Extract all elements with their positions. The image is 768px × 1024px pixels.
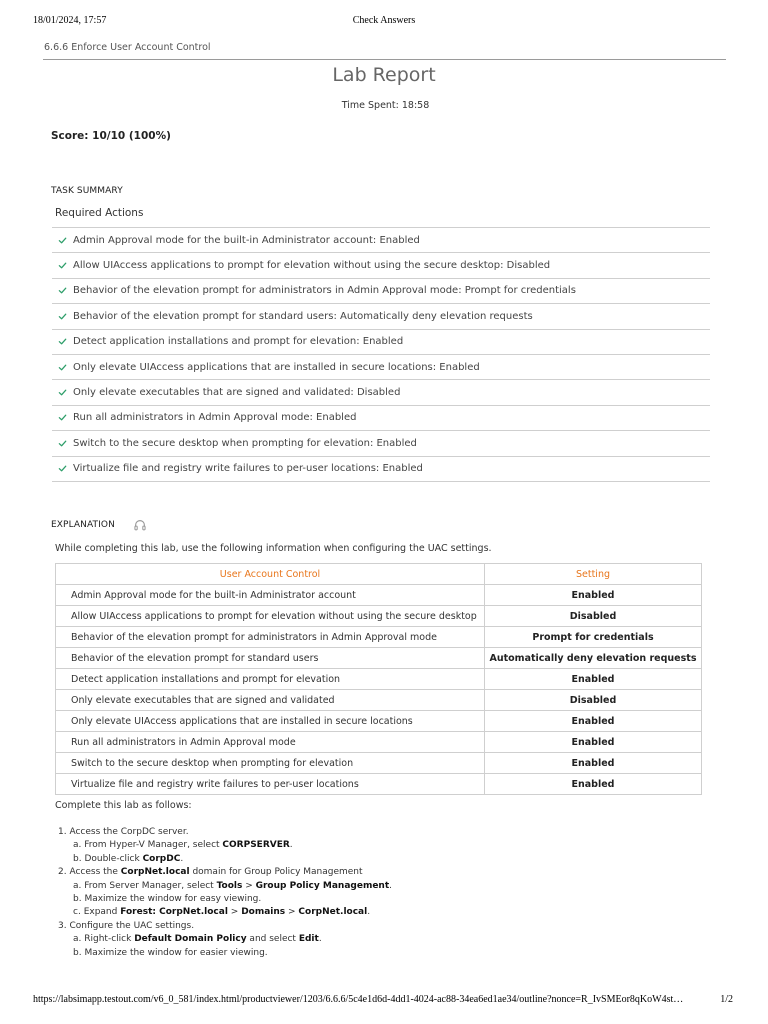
time-spent-label: Time Spent: [341, 100, 399, 111]
uac-setting-cell: Disabled [485, 690, 702, 711]
required-action-item [52, 304, 710, 329]
check-icon [58, 261, 67, 270]
required-action-item [52, 355, 710, 380]
sub-step-item [58, 853, 392, 866]
sub-step-text: and select [246, 934, 299, 945]
score: Score: 10/10 (100%) [51, 130, 171, 142]
required-action-text: Admin Approval mode for the built-in Administrator account: Enabled [73, 234, 420, 246]
page-title: Lab Report [332, 64, 436, 86]
table-row [56, 585, 702, 606]
required-action-item [52, 380, 710, 405]
step-text: domain for Group Policy Management [189, 867, 363, 878]
step-text: Access the CorpDC server. [69, 827, 189, 837]
uac-control-cell: Virtualize file and registry write failures to per-user locations [56, 774, 485, 795]
sub-step-letter: a. [73, 934, 82, 945]
uac-control-cell: Behavior of the elevation prompt for standard users [56, 648, 485, 669]
required-actions-list [52, 227, 710, 482]
table-row [56, 648, 702, 669]
uac-setting-cell: Disabled [485, 606, 702, 627]
uac-settings-table [55, 563, 702, 795]
sub-step-letter: a. [73, 880, 82, 891]
uac-setting-cell: Enabled [485, 711, 702, 732]
sub-step-item [58, 906, 392, 919]
required-action-item [52, 406, 710, 431]
explanation-intro: While completing this lab, use the following information when configuring the UAC settings. [55, 543, 492, 554]
step-item [58, 866, 392, 879]
uac-setting-cell: Enabled [485, 585, 702, 606]
sub-step-text: . [180, 853, 184, 864]
required-action-item [52, 431, 710, 456]
sub-step-text: . [389, 880, 393, 891]
sub-step-text: From Hyper-V Manager, select [84, 840, 223, 851]
uac-setting-cell: Enabled [485, 669, 702, 690]
uac-control-cell: Run all administrators in Admin Approval mode [56, 732, 485, 753]
header-divider [43, 59, 726, 60]
sub-step-text: > [242, 880, 256, 891]
uac-setting-cell: Automatically deny elevation requests [485, 648, 702, 669]
table-row [56, 732, 702, 753]
sub-step-letter: b. [73, 853, 82, 864]
step-item [58, 920, 392, 933]
page-number: 1/2 [720, 994, 733, 1005]
step-number: 1. [58, 827, 67, 837]
print-date: 18/01/2024, 17:57 [33, 15, 107, 26]
uac-table-body [56, 585, 702, 795]
step-item [58, 826, 392, 839]
sub-step-item [58, 933, 392, 946]
sub-step-item [58, 947, 392, 960]
table-row [56, 627, 702, 648]
required-action-text: Only elevate executables that are signed and validated: Disabled [73, 387, 401, 399]
sub-step-bold-text: CORPSERVER [222, 840, 290, 851]
sub-step-text: Expand [83, 907, 121, 918]
uac-setting-cell: Enabled [485, 774, 702, 795]
time-spent-value: 18:58 [401, 100, 430, 111]
sub-step-text: . [289, 840, 293, 851]
steps-list [58, 826, 392, 960]
column-header-control: User Account Control [56, 564, 485, 585]
required-action-text: Only elevate UIAccess applications that are installed in secure locations: Enabled [73, 361, 480, 373]
table-row [56, 669, 702, 690]
sub-step-letter: b. [73, 894, 82, 905]
required-action-text: Switch to the secure desktop when prompting for elevation: Enabled [73, 437, 417, 449]
print-url: https://labsimapp.testout.com/v6_0_581/index.html/productviewer/1203/6.6.6/5c4e1d6d-4dd1-4024-ac88-34ea6ed1ae34/outline?nonce=R_IvSMEor8qKoW4st… [33, 994, 684, 1005]
explanation-heading [51, 518, 147, 532]
check-icon [58, 337, 67, 346]
sub-step-letter: b. [73, 947, 82, 958]
check-icon [58, 388, 67, 397]
required-action-text: Virtualize file and registry write failures to per-user locations: Enabled [73, 463, 423, 475]
print-footer [33, 994, 735, 1008]
headphones-icon[interactable] [133, 518, 147, 532]
required-action-item [52, 330, 710, 355]
sub-step-text: Right-click [84, 934, 135, 945]
table-row [56, 606, 702, 627]
sub-step-item [58, 839, 392, 852]
explanation-heading-text: EXPLANATION [51, 520, 115, 530]
uac-control-cell: Switch to the secure desktop when prompting for elevation [56, 753, 485, 774]
time-spent [0, 100, 768, 111]
required-action-item [52, 279, 710, 304]
uac-control-cell: Detect application installations and prompt for elevation [56, 669, 485, 690]
sub-step-letter: c. [73, 907, 81, 918]
print-title: Check Answers [352, 15, 416, 26]
sub-step-text: . [318, 934, 322, 945]
step-text: Configure the UAC settings. [69, 920, 195, 931]
sub-step-bold-text: Domains [241, 907, 286, 918]
step-number: 2. [58, 867, 67, 878]
check-icon [58, 439, 67, 448]
check-icon [58, 286, 67, 295]
uac-control-cell: Allow UIAccess applications to prompt for elevation without using the secure desktop [56, 606, 485, 627]
uac-setting-cell: Prompt for credentials [485, 627, 702, 648]
sub-step-item [58, 893, 392, 906]
sub-step-text: . [367, 907, 371, 918]
sub-step-bold-text: Tools [216, 880, 243, 891]
required-action-text: Behavior of the elevation prompt for standard users: Automatically deny elevation requests [73, 310, 533, 322]
sub-step-text: Double-click [84, 853, 143, 864]
uac-setting-cell: Enabled [485, 732, 702, 753]
table-header-row [56, 564, 702, 585]
sub-step-bold-text: CorpDC [142, 853, 181, 864]
step-number: 3. [58, 920, 67, 931]
required-action-item [52, 253, 710, 278]
sub-step-text: > [227, 907, 242, 918]
uac-control-cell: Only elevate executables that are signed and validated [56, 690, 485, 711]
uac-control-cell: Behavior of the elevation prompt for administrators in Admin Approval mode [56, 627, 485, 648]
sub-step-bold-text: Default Domain Policy [134, 934, 247, 945]
check-icon [58, 312, 67, 321]
table-row [56, 753, 702, 774]
sub-step-bold-text: Edit [298, 934, 319, 945]
check-icon [58, 413, 67, 422]
steps-intro: Complete this lab as follows: [55, 800, 192, 811]
uac-control-cell: Only elevate UIAccess applications that are installed in secure locations [56, 711, 485, 732]
check-icon [58, 236, 67, 245]
table-row [56, 690, 702, 711]
breadcrumb: 6.6.6 Enforce User Account Control [44, 42, 211, 53]
check-icon [58, 464, 67, 473]
task-summary-heading: TASK SUMMARY [51, 186, 123, 196]
sub-step-text: Maximize the window for easy viewing. [84, 894, 262, 905]
print-header [0, 15, 768, 31]
sub-step-bold-text: Group Policy Management [255, 880, 390, 891]
sub-step-text: From Server Manager, select [84, 880, 217, 891]
uac-control-cell: Admin Approval mode for the built-in Administrator account [56, 585, 485, 606]
table-row [56, 711, 702, 732]
required-action-text: Behavior of the elevation prompt for administrators in Admin Approval mode: Prompt for credentials [73, 285, 576, 297]
required-action-text: Run all administrators in Admin Approval mode: Enabled [73, 412, 357, 424]
column-header-setting: Setting [485, 564, 702, 585]
sub-step-item [58, 880, 392, 893]
sub-step-text: Maximize the window for easier viewing. [84, 947, 268, 958]
sub-step-text: > [285, 907, 299, 918]
step-text: Access the [69, 867, 121, 878]
uac-setting-cell: Enabled [485, 753, 702, 774]
required-action-item [52, 228, 710, 253]
required-action-text: Detect application installations and prompt for elevation: Enabled [73, 336, 404, 348]
sub-step-bold-text: CorpNet.local [298, 907, 368, 918]
table-row [56, 774, 702, 795]
sub-step-bold-text: Forest: CorpNet.local [120, 907, 228, 918]
required-actions-title: Required Actions [55, 207, 144, 219]
step-bold-text: CorpNet.local [120, 867, 190, 878]
sub-step-letter: a. [73, 840, 82, 851]
check-icon [58, 363, 67, 372]
required-action-text: Allow UIAccess applications to prompt for elevation without using the secure desktop: Disabled [73, 260, 551, 272]
required-action-item [52, 457, 710, 482]
